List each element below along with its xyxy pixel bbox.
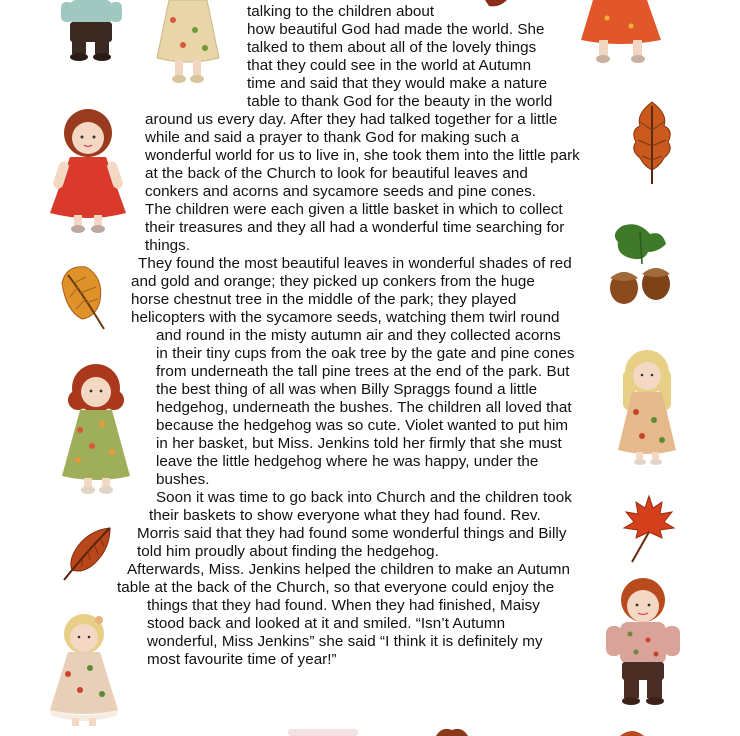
story-line: The children were each given a little basket in which to collect <box>145 201 563 218</box>
doll-girl-orange-dress <box>577 0 665 68</box>
story-line: their baskets to show everyone what they had found. Rev. <box>149 507 541 524</box>
leaf-fragment-bottom <box>432 726 472 736</box>
story-line: in their tiny cups from the oak tree by the gate and pine cones <box>156 345 575 362</box>
poplar-leaf <box>56 263 110 333</box>
doll-boy-green-sweater <box>55 0 130 62</box>
oak-leaf <box>628 100 676 186</box>
story-line: things that they had found. When they had finished, Maisy <box>147 597 540 614</box>
leaf-fragment <box>485 0 507 8</box>
doll-girl-blonde-white-dress <box>44 610 124 732</box>
story-line: because the hedgehog was so cute. Violet wanted to put him <box>156 417 569 434</box>
story-line: around us every day. After they had talked together for a little <box>145 111 558 128</box>
story-line: things. <box>145 237 191 254</box>
doll-girl-red-dress <box>44 105 132 235</box>
story-line: Morris said that they had found some wonderful things and Billy <box>137 525 567 542</box>
story-line: table at the back of the Church, so that everyone could enjoy the <box>117 579 555 596</box>
doll-boy-patterned-sweater <box>602 574 684 710</box>
doll-girl-blonde-floral <box>610 346 684 466</box>
story-line: wonderful, Miss Jenkins” she said “I think it is definitely my <box>147 633 543 650</box>
acorns <box>604 222 676 306</box>
story-line: while and said a prayer to thank God for making such a <box>145 129 520 146</box>
story-line: told him proudly about finding the hedgehog. <box>137 543 439 560</box>
story-line: They found the most beautiful leaves in wonderful shades of red <box>138 255 572 272</box>
story-line: horse chestnut tree in the middle of the park; they played <box>131 291 517 308</box>
story-line: their treasures and they all had a wonderful time searching for <box>145 219 565 236</box>
doll-girl-floral-dress <box>147 0 229 86</box>
story-line: that they could see in the world at Autumn <box>247 57 532 74</box>
story-line: and gold and orange; they picked up conkers from the huge <box>131 273 535 290</box>
story-line: leave the little hedgehog where he was happy, under the <box>156 453 539 470</box>
story-line: and round in the misty autumn air and they collected acorns <box>156 327 561 344</box>
story-line: table to thank God for the beauty in the world <box>247 93 553 110</box>
beech-leaf <box>60 524 116 584</box>
leaf-fragment-bottom-right <box>620 728 644 736</box>
story-line: how beautiful God had made the world. She <box>247 21 545 38</box>
story-line: bushes. <box>156 471 210 488</box>
story-line: wonderful world for us to live in, she took them into the little park <box>145 147 580 164</box>
doll-girl-floral-dress-2 <box>56 360 136 496</box>
story-line: most favourite time of year!” <box>147 651 337 668</box>
story-line: stood back and looked at it and smiled. “Isn’t Autumn <box>147 615 506 632</box>
story-line: talking to the children about <box>247 3 435 20</box>
story-line: at the back of the Church to look for beautiful leaves and <box>145 165 528 182</box>
story-line: conkers and acorns and sycamore seeds and pine cones. <box>145 183 537 200</box>
story-line: helicopters with the sycamore seeds, watching them twirl round <box>131 309 560 326</box>
story-line: talked to them about all of the lovely things <box>247 39 537 56</box>
story-line: the best thing of all was when Billy Spraggs found a little <box>156 381 538 398</box>
story-line: from underneath the tall pine trees at the end of the park. But <box>156 363 570 380</box>
story-line: time and said that they would make a nature <box>247 75 548 92</box>
story-line: hedgehog, underneath the bushes. The children all loved that <box>156 399 572 416</box>
story-line: Afterwards, Miss. Jenkins helped the children to make an Autumn <box>127 561 570 578</box>
story-line: in her basket, but Miss. Jenkins told her firmly that she must <box>156 435 562 452</box>
maple-leaf <box>622 494 676 564</box>
doll-fragment-bottom <box>288 729 358 736</box>
story-line: Soon it was time to go back into Church and the children took <box>156 489 572 506</box>
